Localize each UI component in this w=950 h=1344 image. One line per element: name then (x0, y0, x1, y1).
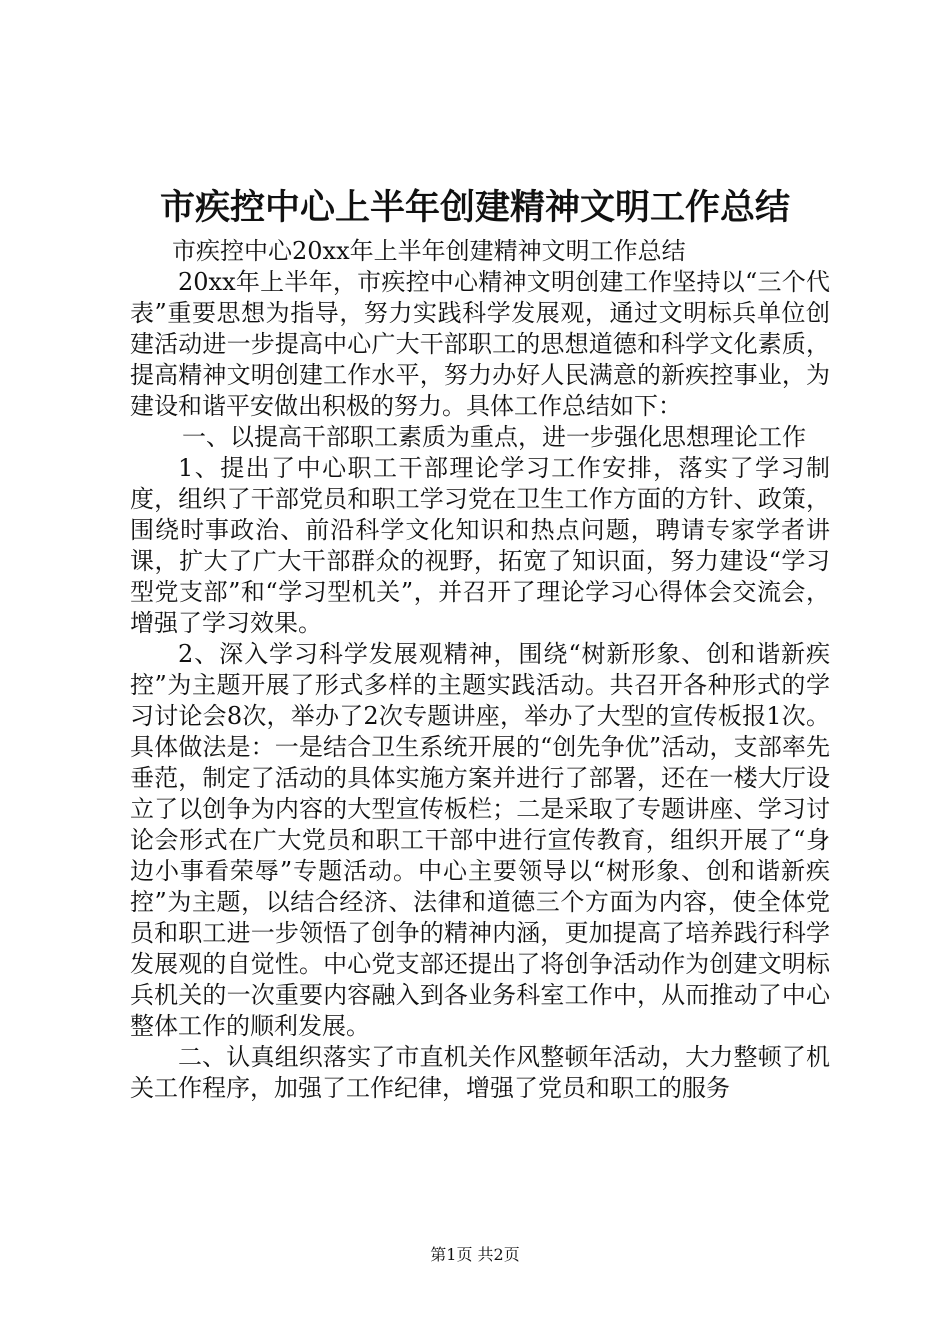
document-subtitle: 市疾控中心20xx年上半年创建精神文明工作总结 (172, 237, 686, 265)
page-title: 市疾控中心上半年创建精神文明工作总结 (159, 187, 790, 228)
section-heading-2: 二、认真组织落实了市直机关作风整顿年活动，大力整顿了机关工作程序，加强了工作纪律，增强了党员和职工的服务 (130, 1043, 830, 1102)
paragraph-item-2: 2、深入学习科学发展观精神，围绕“树新形象、创和谐新疾控”为主题开展了形式多样的主题实践活动。共召开各种形式的学习讨论会8次，举办了2次专题讲座，举办了大型的宣传板报1次。具体做法是：一是结合卫生系统开展的“创先争优”活动，支部率先垂范，制定了活动的具体实施方案并进行了部署，还在一楼大厅设立了以创争为内容的大型宣传板栏；二是采取了专题讲座、学习讨论会形式在广大党员和职工干部中进行宣传教育，组织开展了“身边小事看荣辱”专题活动。中心主要领导以“树形象、创和谐新疾控”为主题，以结合经济、法律和道德三个方面为内容，使全体党员和职工进一步领悟了创争的精神内涵，更加提高了培养践行科学发展观的自觉性。中心党支部还提出了将创争活动作为创建文明标兵机关的一次重要内容融入到各业务科室工作中，从而推动了中心整体工作的顺利发展。 (130, 640, 830, 1040)
section-heading-1: 一、以提高干部职工素质为重点，进一步强化思想理论工作 (182, 423, 806, 451)
document-body (130, 236, 830, 1104)
paragraph-item-1: 1、提出了中心职工干部理论学习工作安排，落实了学习制度，组织了干部党员和职工学习党在卫生工作方面的方针、政策，围绕时事政治、前沿科学文化知识和热点问题，聘请专家学者讲课，扩大了广大干部群众的视野，拓宽了知识面，努力建设“学习型党支部”和“学习型机关”，并召开了理论学习心得体会交流会，增强了学习效果。 (130, 454, 830, 637)
page-footer: 第1页 共2页 (430, 1245, 520, 1264)
intro-paragraph: 20xx年上半年，市疾控中心精神文明创建工作坚持以“三个代表”重要思想为指导，努力实践科学发展观，通过文明标兵单位创建活动进一步提高中心广大干部职工的思想道德和科学文化素质，提高精神文明创建工作水平，努力办好人民满意的新疾控事业，为建设和谐平安做出积极的努力。具体工作总结如下： (130, 268, 830, 420)
